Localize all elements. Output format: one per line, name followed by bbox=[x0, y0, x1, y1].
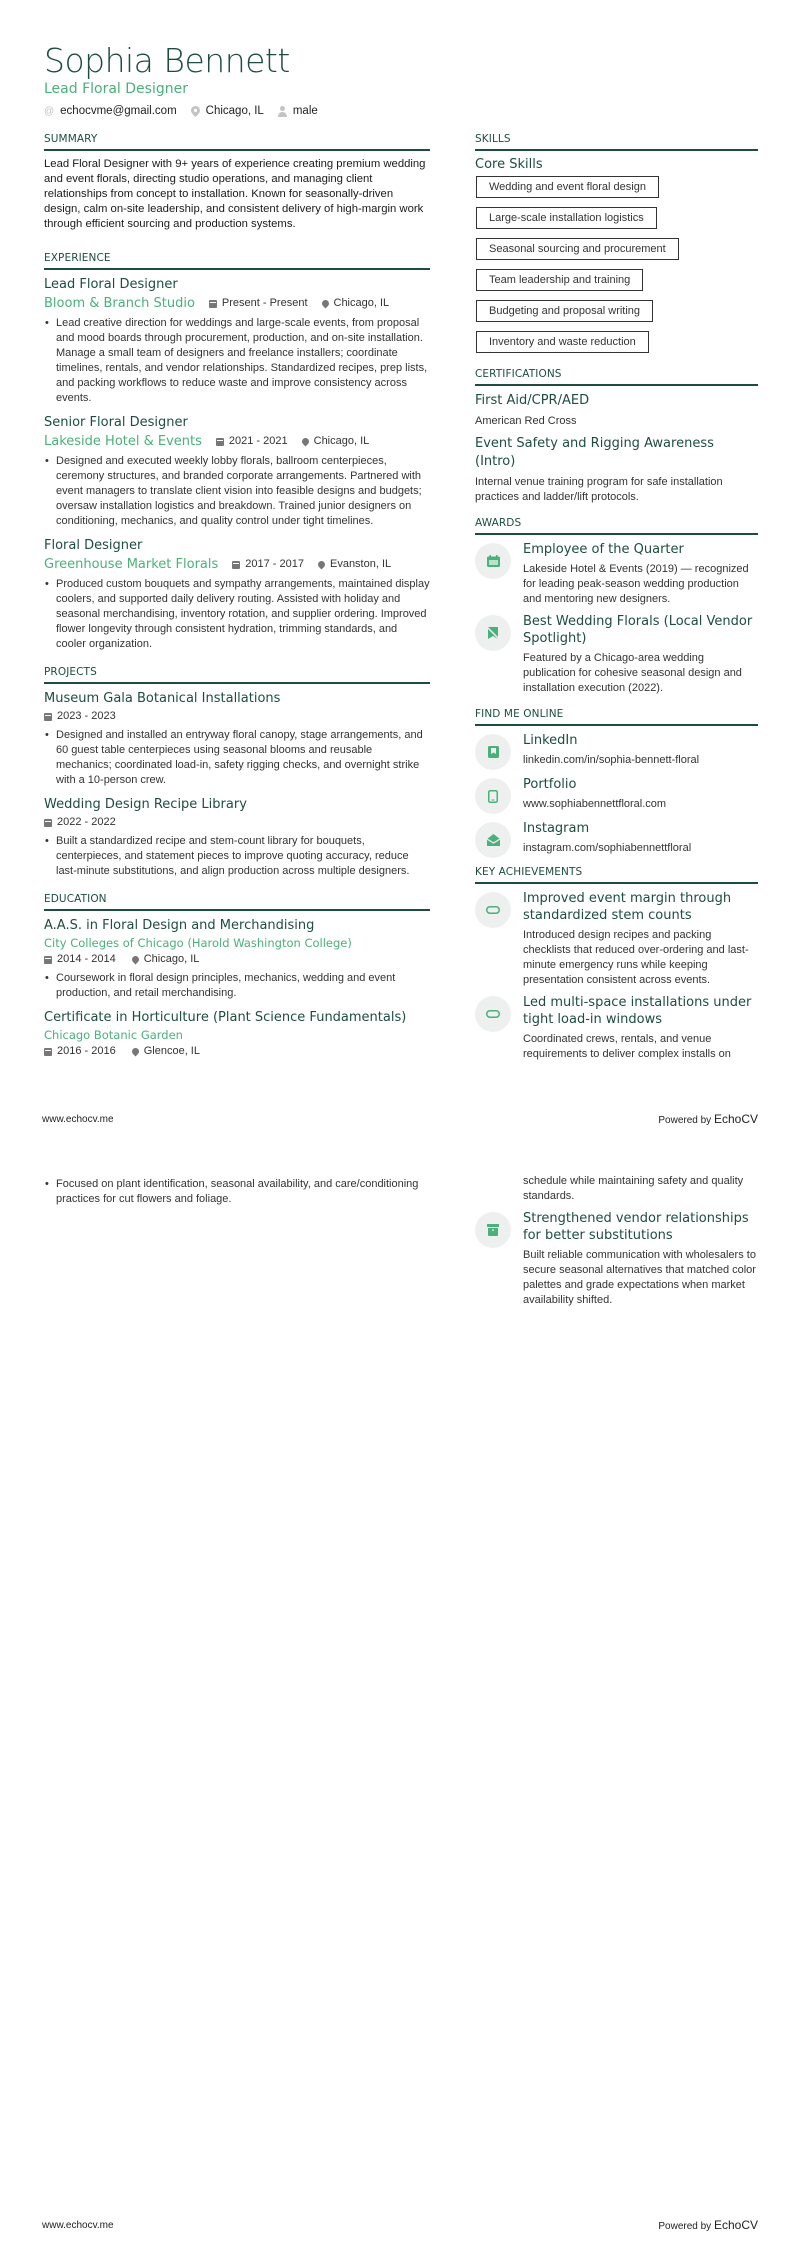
job-title: Senior Floral Designer bbox=[44, 415, 188, 430]
company-name: Greenhouse Market Florals bbox=[44, 557, 219, 572]
calendar-icon bbox=[44, 819, 52, 827]
skill-chip: Large-scale installation logistics bbox=[476, 207, 657, 229]
user-icon bbox=[278, 106, 287, 117]
online-label: Instagram bbox=[523, 821, 590, 836]
job-meta bbox=[44, 294, 430, 313]
project-entry bbox=[44, 796, 430, 879]
projects-section bbox=[44, 666, 430, 879]
job-title: Lead Floral Designer bbox=[44, 277, 178, 292]
map-pin-icon bbox=[130, 955, 140, 965]
map-pin-icon bbox=[320, 299, 330, 309]
job-meta bbox=[44, 555, 430, 574]
achievement-item bbox=[475, 890, 758, 988]
job-location: Evanston, IL bbox=[329, 558, 392, 570]
award-title: Best Wedding Florals (Local Vendor Spotlight) bbox=[523, 614, 753, 646]
award-item bbox=[475, 613, 758, 696]
map-pin-icon bbox=[300, 437, 310, 447]
education-section bbox=[44, 893, 430, 1060]
gender-text: male bbox=[292, 105, 318, 117]
online-link-item[interactable] bbox=[475, 732, 758, 770]
job-location: Chicago, IL bbox=[333, 297, 390, 309]
achievement-title: Led multi-space installations under tight load-in windows bbox=[523, 995, 752, 1027]
section-heading: PROJECTS bbox=[44, 666, 430, 684]
map-pin-icon bbox=[191, 106, 200, 117]
job-bullet: • Produced custom bouquets and sympathy arrangements, maintained display coolers, and supported daily delivery routing. Assisted with holiday and seasonal merchandising, inventory rotation, and supplier ordering. Improved flower longevity through consistent hydration, trimming standards, and cooler organization. bbox=[44, 577, 430, 652]
left-column-continued bbox=[44, 1174, 430, 1207]
online-link-item[interactable] bbox=[475, 776, 758, 814]
envelope-open-icon bbox=[475, 822, 511, 858]
resume-page-2 bbox=[0, 1140, 794, 2246]
achievement-item bbox=[475, 994, 758, 1062]
award-desc: Featured by a Chicago-area wedding publication for cohesive seasonal design and installation execution (2022). bbox=[523, 652, 742, 694]
achievement-desc: Introduced design recipes and packing checklists that reduced over-ordering and last-minute emergency runs while keeping presentation consistent across events. bbox=[523, 929, 749, 986]
skill-chip: Budgeting and proposal writing bbox=[476, 300, 653, 322]
education-entry bbox=[44, 1009, 430, 1060]
job-dates: Present - Present bbox=[221, 297, 308, 309]
cert-issuer: Internal venue training program for safe installation practices and ladder/lift protocols. bbox=[475, 476, 723, 503]
edu-bullet: • Coursework in floral design principles, mechanics, wedding and event production, and retail merchandising. bbox=[44, 971, 430, 1001]
footer-site[interactable]: www.echocv.me bbox=[42, 1113, 114, 1125]
bookmark-slash-icon bbox=[475, 615, 511, 651]
page-footer bbox=[42, 2218, 758, 2232]
project-bullet: • Built a standardized recipe and stem-count library for bouquets, centerpieces, and statement pieces to improve quoting accuracy, reduce last-minute substitutions, and align production across multiple designers. bbox=[44, 834, 430, 879]
cert-issuer: American Red Cross bbox=[475, 415, 577, 427]
job-location: Chicago, IL bbox=[313, 435, 370, 447]
footer-brand[interactable]: EchoCV bbox=[713, 1112, 758, 1126]
achievement-desc: schedule while maintaining safety and quality standards. bbox=[523, 1175, 744, 1202]
online-url[interactable]: instagram.com/sophiabennettfloral bbox=[523, 842, 692, 854]
project-dates: 2022 - 2022 bbox=[57, 816, 116, 828]
achievement-desc: Coordinated crews, rentals, and venue requirements to deliver complex installs on bbox=[523, 1033, 731, 1060]
calendar-icon bbox=[216, 438, 224, 446]
bookmark-icon bbox=[475, 734, 511, 770]
experience-entry bbox=[44, 537, 430, 652]
contact-location bbox=[191, 105, 264, 117]
achievements-section bbox=[475, 866, 758, 1062]
left-column bbox=[44, 133, 430, 1068]
online-url[interactable]: www.sophiabennettfloral.com bbox=[523, 798, 667, 810]
calendar-icon bbox=[44, 956, 52, 964]
section-heading: SKILLS bbox=[475, 133, 758, 151]
skill-chip: Seasonal sourcing and procurement bbox=[476, 238, 679, 260]
experience-entry bbox=[44, 414, 430, 529]
job-dates: 2017 - 2017 bbox=[245, 558, 304, 570]
degree-name: A.A.S. in Floral Design and Merchandising bbox=[44, 918, 315, 933]
section-heading: AWARDS bbox=[475, 517, 758, 535]
footer-brand[interactable]: EchoCV bbox=[713, 2218, 758, 2232]
achievement-title: Strengthened vendor relationships for better substitutions bbox=[523, 1211, 749, 1243]
degree-name: Certificate in Horticulture (Plant Science Fundamentals) bbox=[44, 1010, 407, 1025]
footer-powered: Powered by EchoCV bbox=[658, 1112, 758, 1126]
job-title: Floral Designer bbox=[44, 538, 143, 553]
job-bullet: • Designed and executed weekly lobby florals, ballroom centerpieces, ceremony structures, and branded corporate arrangements. Partnered with event managers to translate client vision into feasible designs and budgets; oversaw installation logistics and breakdown. Trained junior designers on conditioning, mechanics, and quality control under tight timelines. bbox=[44, 454, 430, 529]
job-bullet: • Lead creative direction for weddings and large-scale events, from proposal and mood boards through procurement, production, and on-site installation. Manage a small team of designers and freelance installers; coordinate timelines, rentals, and vendor relationships. Standardized recipes, prep lists, and packing workflows to reduce waste and improve consistency across events. bbox=[44, 316, 430, 406]
calendar-icon bbox=[475, 543, 511, 579]
awards-section bbox=[475, 517, 758, 696]
experience-section bbox=[44, 252, 430, 652]
achievement-item bbox=[475, 1210, 758, 1308]
calendar-icon bbox=[209, 300, 217, 308]
online-label: Portfolio bbox=[523, 777, 577, 792]
section-heading: KEY ACHIEVEMENTS bbox=[475, 866, 758, 884]
footer-site[interactable]: www.echocv.me bbox=[42, 2219, 114, 2231]
pill-icon bbox=[475, 996, 511, 1032]
right-column-continued bbox=[475, 1174, 758, 1314]
archive-icon bbox=[475, 1212, 511, 1248]
cert-name: Event Safety and Rigging Awareness (Intro) bbox=[475, 436, 714, 469]
skills-section bbox=[475, 133, 758, 362]
project-entry bbox=[44, 690, 430, 788]
skill-list bbox=[475, 176, 758, 362]
section-heading: CERTIFICATIONS bbox=[475, 368, 758, 386]
calendar-icon bbox=[232, 561, 240, 569]
candidate-title: Lead Floral Designer bbox=[44, 81, 188, 97]
pill-icon bbox=[475, 892, 511, 928]
skill-group-title: Core Skills bbox=[475, 157, 543, 172]
school-name: City Colleges of Chicago (Harold Washington College) bbox=[44, 936, 352, 950]
right-column bbox=[475, 133, 758, 1068]
footer-powered: Powered by EchoCV bbox=[658, 2218, 758, 2232]
achievement-desc: Built reliable communication with wholesalers to secure seasonal alternatives that matched color palettes and grade expectations when market availability shifted. bbox=[523, 1249, 756, 1306]
achievement-title: Improved event margin through standardized stem counts bbox=[523, 891, 732, 923]
at-icon: @ bbox=[44, 105, 55, 117]
online-url[interactable]: linkedin.com/in/sophia-bennett-floral bbox=[523, 754, 700, 766]
award-desc: Lakeside Hotel & Events (2019) — recognized for leading peak-season wedding production and mentoring new designers. bbox=[523, 563, 749, 605]
edu-dates: 2014 - 2014 bbox=[57, 953, 116, 965]
contact-row bbox=[44, 105, 318, 117]
skill-chip: Inventory and waste reduction bbox=[476, 331, 649, 353]
achievement-continuation bbox=[475, 1174, 758, 1204]
section-heading: SUMMARY bbox=[44, 133, 430, 151]
certifications-section bbox=[475, 368, 758, 505]
experience-entry bbox=[44, 276, 430, 406]
calendar-icon bbox=[44, 713, 52, 721]
summary-text: Lead Floral Designer with 9+ years of experience creating premium wedding and event florals, directing studio operations, and managing client relationships from concept to installation. Known for seasonally-driven design, calm on-site leadership, and consistent delivery of high-margin work through efficient sourcing and production systems. bbox=[44, 158, 426, 230]
map-pin-icon bbox=[130, 1047, 140, 1057]
calendar-icon bbox=[44, 1048, 52, 1056]
project-name: Museum Gala Botanical Installations bbox=[44, 691, 281, 706]
online-link-item[interactable] bbox=[475, 820, 758, 858]
award-title: Employee of the Quarter bbox=[523, 542, 684, 557]
cert-name: First Aid/CPR/AED bbox=[475, 393, 590, 408]
edu-bullet: • Focused on plant identification, seasonal availability, and care/conditioning practices for cut flowers and foliage. bbox=[44, 1177, 430, 1207]
online-section bbox=[475, 708, 758, 858]
skill-chip: Wedding and event floral design bbox=[476, 176, 659, 198]
summary-section bbox=[44, 133, 430, 232]
edu-location: Chicago, IL bbox=[143, 953, 200, 965]
school-name: Chicago Botanic Garden bbox=[44, 1028, 183, 1042]
section-heading: FIND ME ONLINE bbox=[475, 708, 758, 726]
page-footer bbox=[42, 1112, 758, 1126]
candidate-name: Sophia Bennett bbox=[44, 41, 290, 80]
resume-header bbox=[44, 42, 318, 117]
section-heading: EXPERIENCE bbox=[44, 252, 430, 270]
company-name: Bloom & Branch Studio bbox=[44, 296, 195, 311]
email-text: echocvme@gmail.com bbox=[60, 105, 177, 117]
tablet-icon bbox=[475, 778, 511, 814]
edu-location: Glencoe, IL bbox=[143, 1045, 200, 1057]
job-dates: 2021 - 2021 bbox=[228, 435, 288, 447]
job-meta bbox=[44, 432, 430, 451]
award-item bbox=[475, 541, 758, 607]
edu-dates: 2016 - 2016 bbox=[57, 1045, 116, 1057]
section-heading: EDUCATION bbox=[44, 893, 430, 911]
education-entry bbox=[44, 917, 430, 1001]
company-name: Lakeside Hotel & Events bbox=[44, 434, 202, 449]
contact-email[interactable] bbox=[44, 105, 177, 117]
project-name: Wedding Design Recipe Library bbox=[44, 797, 247, 812]
project-dates: 2023 - 2023 bbox=[57, 710, 116, 722]
map-pin-icon bbox=[317, 560, 327, 570]
location-text: Chicago, IL bbox=[205, 105, 264, 117]
project-bullet: • Designed and installed an entryway floral canopy, stage arrangements, and 60 guest table centerpieces using seasonal blooms and reusable mechanics; coordinated load-in, safety rigging checks, and overnight strike with a 10-person crew. bbox=[44, 728, 430, 788]
contact-gender bbox=[278, 105, 318, 117]
skill-chip: Team leadership and training bbox=[476, 269, 643, 291]
online-label: LinkedIn bbox=[523, 733, 578, 748]
